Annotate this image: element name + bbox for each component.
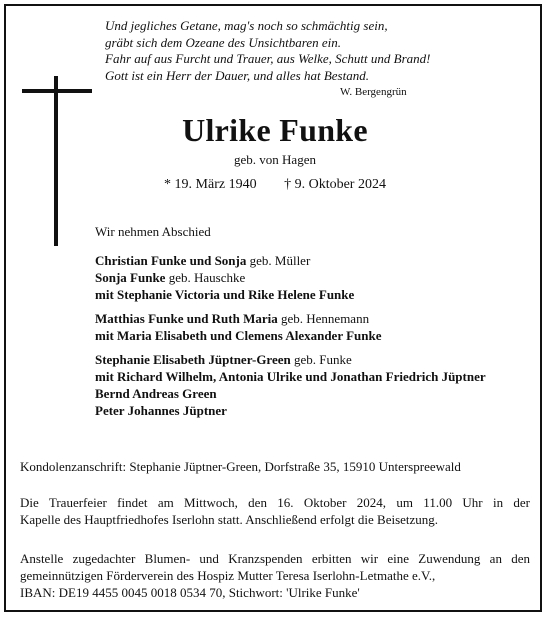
family-name: Matthias Funke und Ruth Maria bbox=[95, 311, 278, 326]
deceased-name: Ulrike Funke bbox=[182, 112, 368, 148]
poem-line: gräbt sich dem Ozeane des Unsichtbaren ein. bbox=[105, 34, 342, 50]
family-name: Peter Johannes Jüptner bbox=[95, 403, 227, 418]
donation-info bbox=[20, 550, 530, 601]
family-group bbox=[95, 310, 515, 344]
family-group bbox=[95, 252, 515, 303]
family-suffix: geb. Hennemann bbox=[277, 311, 370, 326]
family-name: Stephanie Elisabeth Jüptner-Green bbox=[95, 352, 291, 367]
family-name: mit Stephanie Victoria und Rike Helene Funke bbox=[95, 287, 355, 302]
cross-icon-bar bbox=[22, 89, 92, 93]
family-list bbox=[95, 223, 515, 426]
poem-line: Gott ist ein Herr der Dauer, und alles hat Bestand. bbox=[105, 67, 369, 83]
family-line bbox=[95, 351, 515, 368]
family-line bbox=[95, 385, 515, 402]
life-dates bbox=[0, 177, 550, 193]
condolence-address: Kondolenzanschrift: Stephanie Jüptner-Green, Dorfstraße 35, 15910 Unterspreewald bbox=[20, 459, 461, 474]
family-suffix: geb. Hauschke bbox=[165, 270, 246, 285]
poem-author: W. Bergengrün bbox=[340, 86, 407, 98]
maiden-name: geb. von Hagen bbox=[234, 152, 316, 167]
family-line bbox=[95, 252, 515, 269]
family-line bbox=[95, 327, 515, 344]
family-name: Bernd Andreas Green bbox=[95, 386, 217, 401]
family-name: mit Richard Wilhelm, Antonia Ulrike und Jonathan Friedrich Jüptner bbox=[95, 369, 486, 384]
family-name: Christian Funke und Sonja bbox=[95, 253, 247, 268]
family-line bbox=[95, 402, 515, 419]
family-suffix: geb. Müller bbox=[246, 253, 311, 268]
funeral-line: Kapelle des Hauptfriedhofes Iserlohn statt. Anschließend erfolgt die Beisetzung. bbox=[20, 512, 439, 527]
donation-line: Anstelle zugedachter Blumen- und Kranzspenden erbitten wir eine Zuwendung an den bbox=[20, 551, 530, 566]
death-date: † 9. Oktober 2024 bbox=[284, 177, 386, 192]
poem-line: Fahr auf aus Furcht und Trauer, aus Welke, Schutt und Brand! bbox=[105, 51, 431, 66]
family-line bbox=[95, 368, 515, 385]
family-suffix: geb. Funke bbox=[290, 352, 352, 367]
donation-line: gemeinnützigen Förderverein des Hospiz Mutter Teresa Iserlohn-Letmathe e.V., bbox=[20, 568, 436, 583]
family-line bbox=[95, 269, 515, 286]
family-line bbox=[95, 310, 515, 327]
donation-line: IBAN: DE19 4455 0045 0018 0534 70, Stichwort: 'Ulrike Funke' bbox=[20, 585, 360, 600]
family-line bbox=[95, 286, 515, 303]
poem bbox=[105, 18, 445, 84]
funeral-info bbox=[20, 494, 530, 528]
family-name: Sonja Funke bbox=[95, 270, 166, 285]
birth-date: * 19. März 1940 bbox=[164, 177, 257, 192]
family-name: mit Maria Elisabeth und Clemens Alexander Funke bbox=[95, 328, 382, 343]
funeral-line: Die Trauerfeier findet am Mittwoch, den 16. Oktober 2024, um 11.00 Uhr in der bbox=[20, 495, 530, 510]
poem-line: Und jegliches Getane, mag's noch so schmächtig sein, bbox=[105, 18, 388, 33]
family-group bbox=[95, 351, 515, 419]
farewell-intro: Wir nehmen Abschied bbox=[95, 224, 211, 239]
